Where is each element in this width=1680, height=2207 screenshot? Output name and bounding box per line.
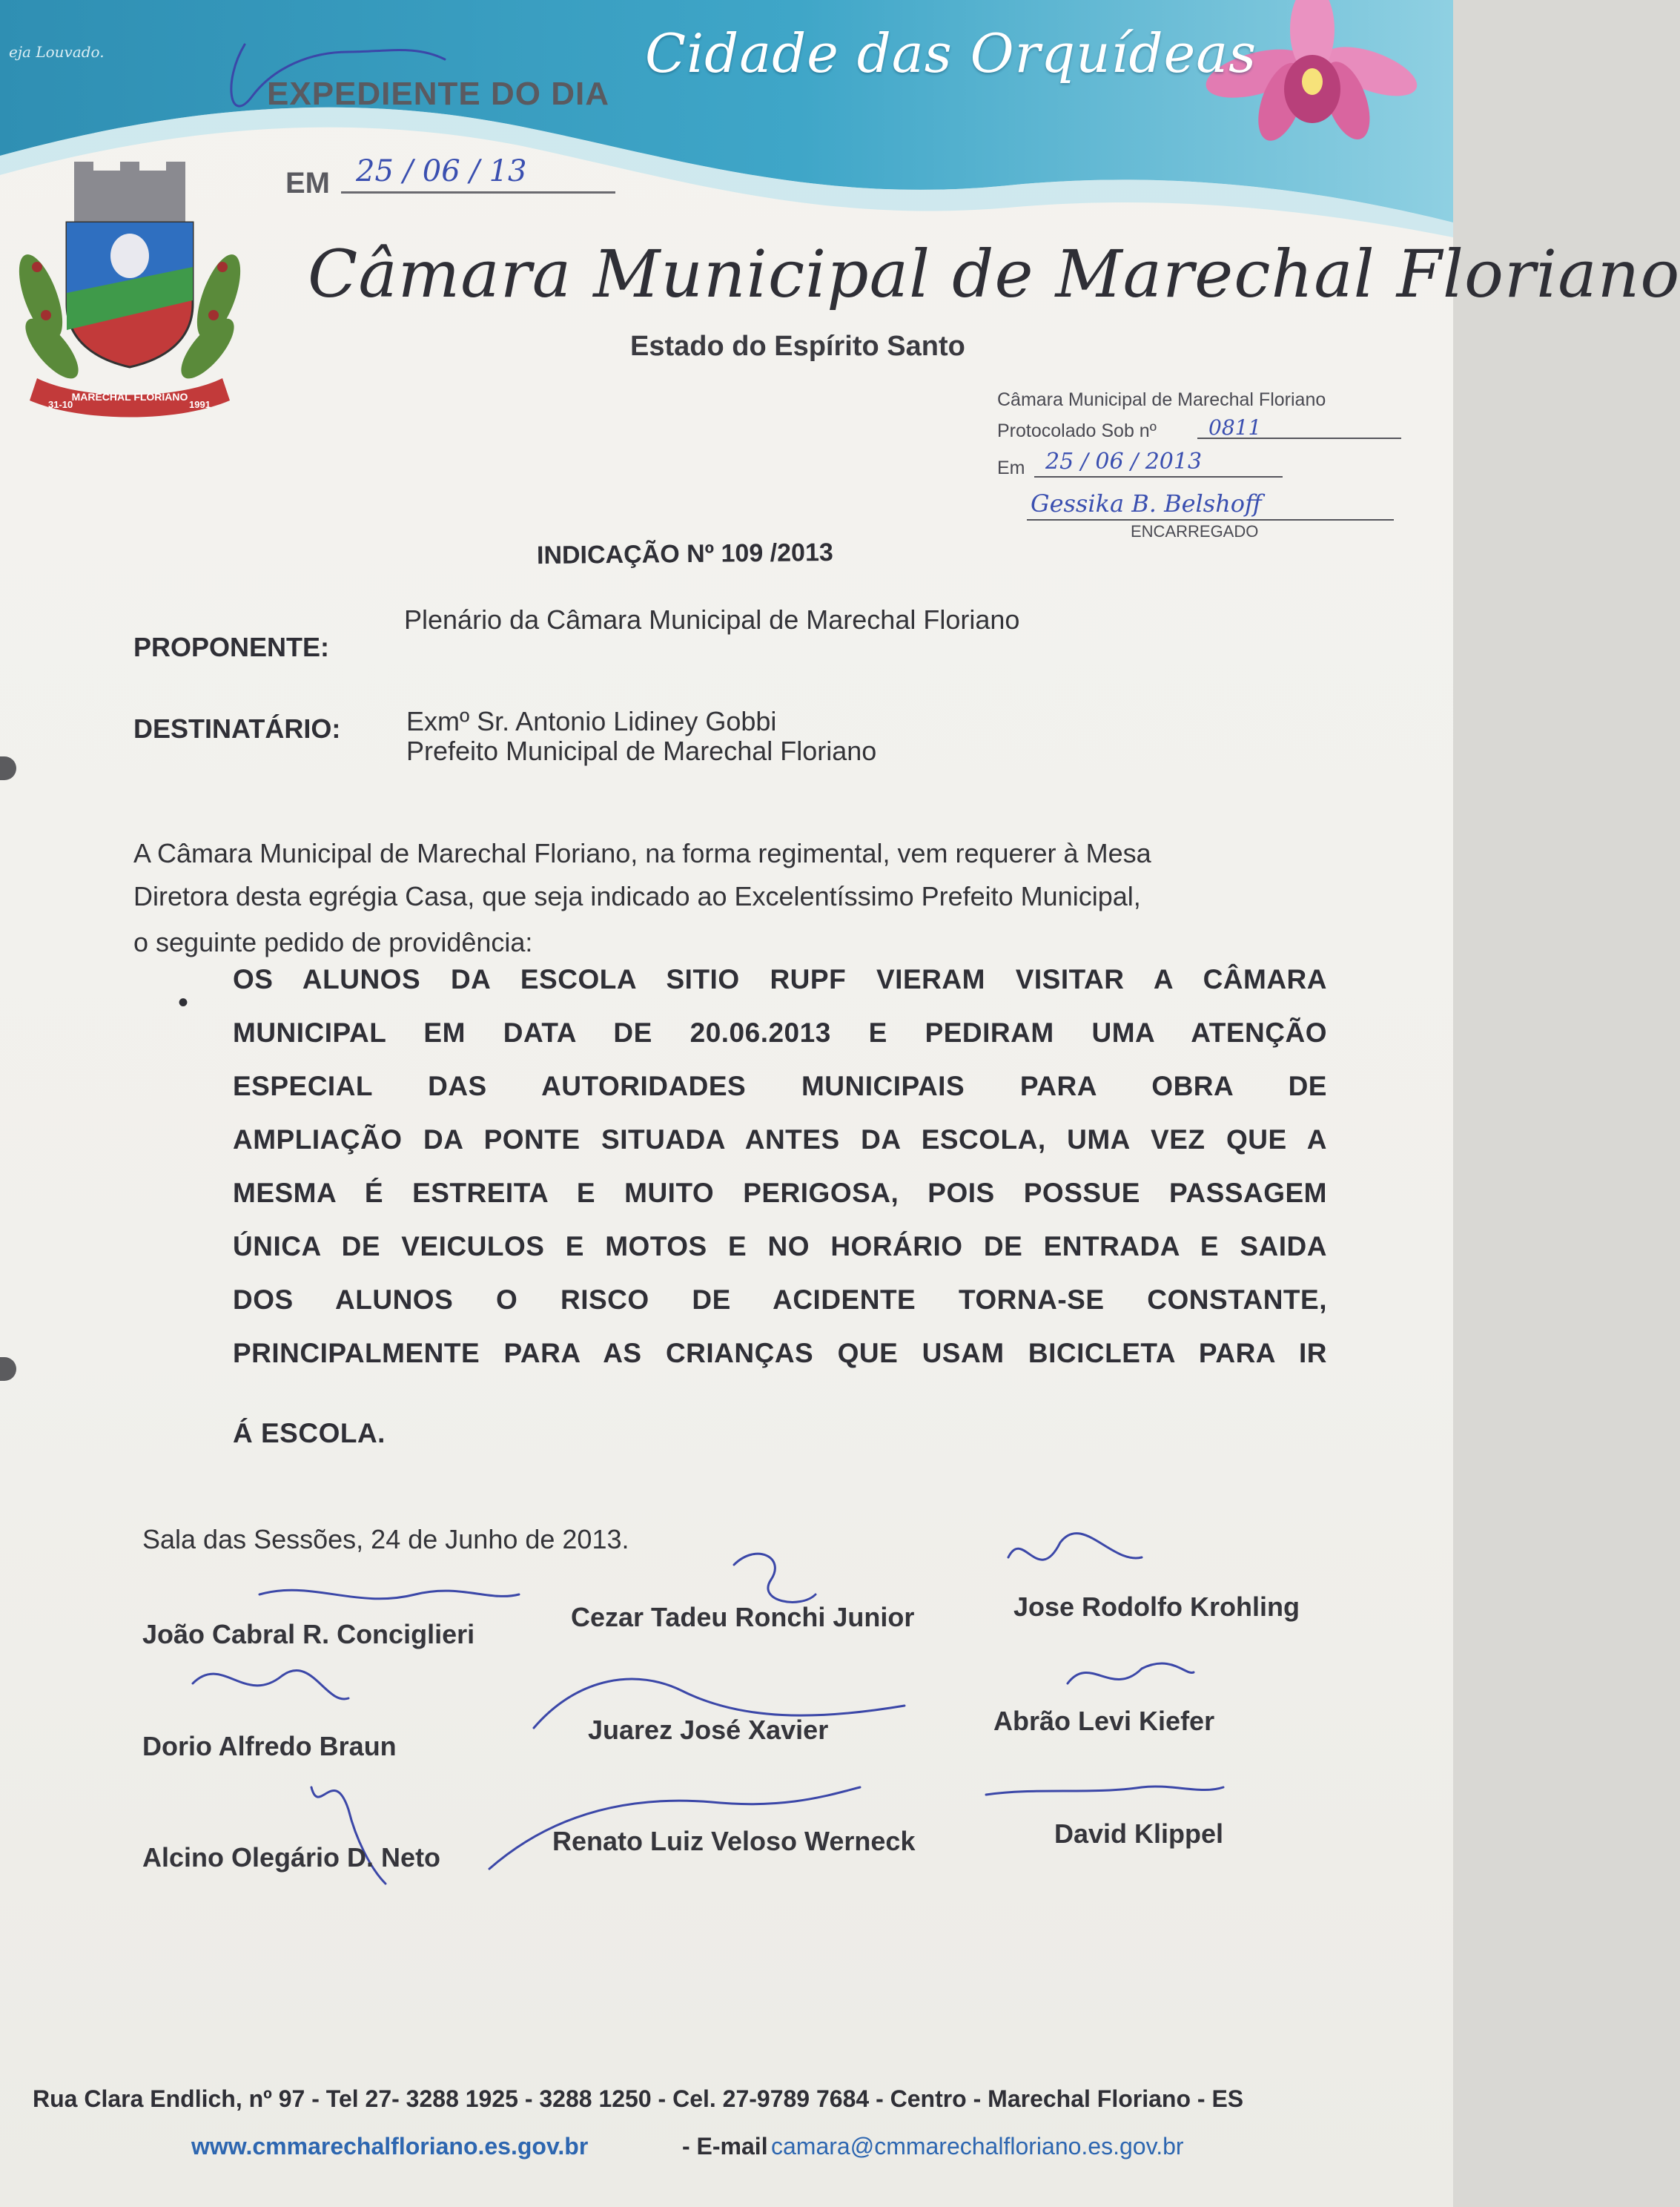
institution-title: Câmara Municipal de Marechal Floriano xyxy=(308,236,1680,312)
proponente-value: Plenário da Câmara Municipal de Marechal Floriano xyxy=(404,604,1020,635)
protocol-signature: Gessika B. Belshoff xyxy=(1031,489,1262,518)
document-title: INDICAÇÃO Nº 109 /2013 xyxy=(536,538,833,570)
signer-name: Dorio Alfredo Braun xyxy=(142,1731,397,1761)
protocol-date-line xyxy=(1034,476,1283,478)
request-line: DOS ALUNOS O RISCO DE ACIDENTE TORNA-SE CONSTANTE, xyxy=(233,1284,1327,1315)
request-line: AMPLIAÇÃO DA PONTE SITUADA ANTES DA ESCOLA, UMA VEZ QUE A xyxy=(233,1124,1327,1155)
request-line: ESPECIAL DAS AUTORIDADES MUNICIPAIS PARA OBRA DE xyxy=(233,1071,1327,1101)
closing-line: Sala das Sessões, 24 de Junho de 2013. xyxy=(142,1524,629,1554)
footer-email-label: - E-mail xyxy=(682,2133,768,2160)
request-line: MESMA É ESTREITA E MUITO PERIGOSA, POIS POSSUE PASSAGEM xyxy=(233,1178,1327,1208)
signer-name: David Klippel xyxy=(1054,1818,1224,1849)
city-motto: eja Louvado. xyxy=(9,43,105,61)
stamp-expediente-label: EXPEDIENTE DO DIA xyxy=(267,76,609,112)
request-line: Á ESCOLA. xyxy=(233,1418,386,1448)
intro-line-2: Diretora desta egrégia Casa, que seja indicado ao Excelentíssimo Prefeito Municipal, xyxy=(133,881,1141,911)
footer-email-link[interactable]: camara@cmmarechalfloriano.es.gov.br xyxy=(771,2133,1184,2160)
punch-hole xyxy=(0,1357,16,1381)
intro-line-1: A Câmara Municipal de Marechal Floriano, na forma regimental, vem requerer à Mesa xyxy=(133,838,1151,868)
request-line: OS ALUNOS DA ESCOLA SITIO RUPF VIERAM VISITAR A CÂMARA xyxy=(233,964,1327,994)
protocol-signature-line xyxy=(1027,519,1394,521)
seal-year-left: 31-10 xyxy=(48,399,73,410)
punch-hole xyxy=(0,756,16,780)
stamp-em-label: EM xyxy=(285,167,330,199)
stamp-date-line xyxy=(341,191,615,194)
request-line: PRINCIPALMENTE PARA AS CRIANÇAS QUE USAM BICICLETA PARA IR xyxy=(233,1338,1327,1368)
signer-name: João Cabral R. Conciglieri xyxy=(142,1619,475,1649)
destinatario-role: Prefeito Municipal de Marechal Floriano xyxy=(406,736,877,766)
protocol-institution: Câmara Municipal de Marechal Floriano xyxy=(997,389,1326,410)
footer-address: Rua Clara Endlich, nº 97 - Tel 27- 3288 1925 - 3288 1250 - Cel. 27-9789 7684 - Centro - Marechal Floriano - ES xyxy=(33,2085,1244,2112)
signer-name: Cezar Tadeu Ronchi Junior xyxy=(571,1602,915,1632)
proponente-label: PROPONENTE: xyxy=(133,632,330,662)
protocol-role: ENCARREGADO xyxy=(1131,522,1259,541)
protocol-em-label: Em xyxy=(997,458,1025,478)
signer-name: Alcino Olegário D. Neto xyxy=(142,1842,441,1873)
protocol-date: 25 / 06 / 2013 xyxy=(1045,449,1203,475)
request-line: MUNICIPAL EM DATA DE 20.06.2013 E PEDIRAM UMA ATENÇÃO xyxy=(233,1017,1327,1048)
signer-name: Renato Luiz Veloso Werneck xyxy=(552,1826,916,1856)
request-line: ÚNICA DE VEICULOS E MOTOS E NO HORÁRIO DE ENTRADA E SAIDA xyxy=(233,1231,1327,1261)
destinatario-name: Exmº Sr. Antonio Lidiney Gobbi xyxy=(406,706,777,736)
city-slogan: Cidade das Orquídeas xyxy=(645,22,1257,85)
protocol-number: 0811 xyxy=(1208,415,1262,440)
footer-website-link[interactable]: www.cmmarechalfloriano.es.gov.br xyxy=(191,2133,589,2160)
intro-line-3: o seguinte pedido de providência: xyxy=(133,927,533,957)
signer-name: Jose Rodolfo Krohling xyxy=(1013,1591,1300,1622)
stamp-handwritten-date: 25 / 06 / 13 xyxy=(356,154,527,188)
signer-name: Juarez José Xavier xyxy=(588,1715,829,1745)
seal-year-right: 1991 xyxy=(189,399,211,410)
protocol-label: Protocolado Sob nº xyxy=(997,420,1157,441)
destinatario-label: DESTINATÁRIO: xyxy=(133,713,341,744)
institution-state: Estado do Espírito Santo xyxy=(630,331,965,362)
coat-of-arms-seal xyxy=(7,156,252,430)
request-bullet: • xyxy=(178,986,189,1019)
seal-banner-text: MARECHAL FLORIANO xyxy=(71,391,188,403)
signer-name: Abrão Levi Kiefer xyxy=(993,1706,1215,1736)
